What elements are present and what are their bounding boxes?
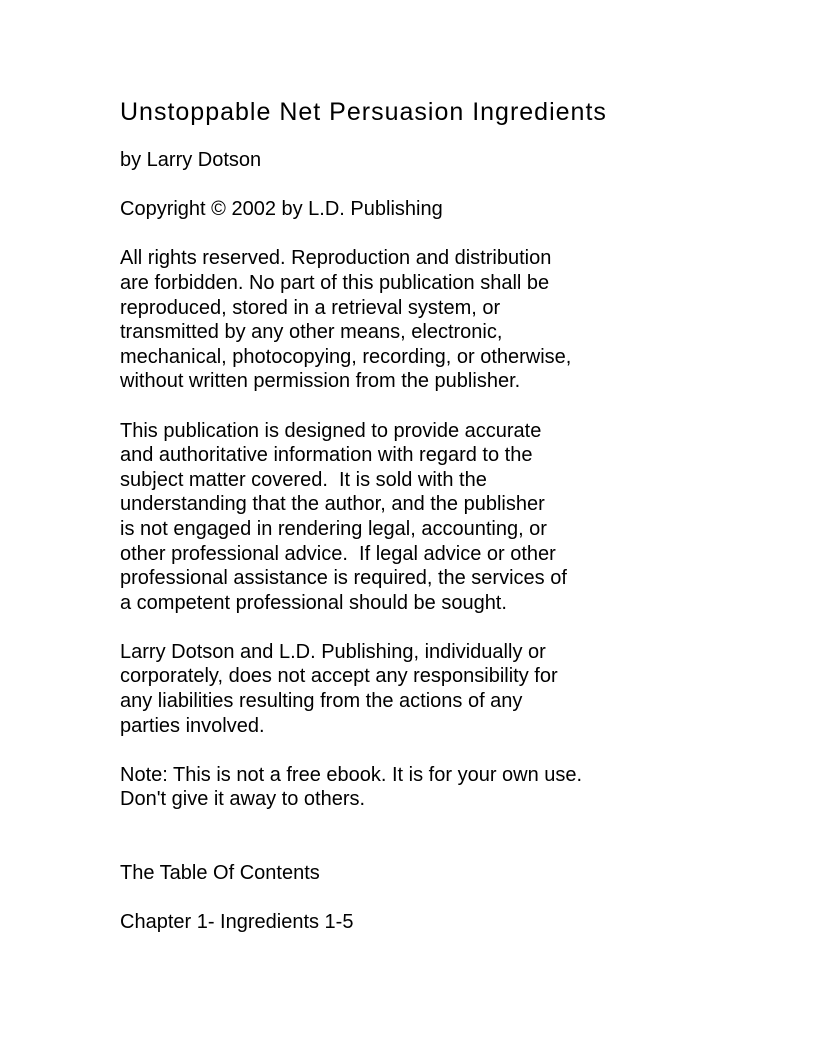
rights-paragraph <box>120 246 720 394</box>
paragraph-line: Note: This is not a free ebook. It is for your own use. <box>120 763 583 786</box>
paragraph-line: subject matter covered. It is sold with the <box>120 468 487 491</box>
paragraph-line: All rights reserved. Reproduction and distribution <box>120 247 552 270</box>
liability-paragraph <box>120 640 720 738</box>
note-paragraph <box>120 763 720 812</box>
toc-item: Chapter 1- Ingredients 1-5 <box>120 911 354 934</box>
toc-heading: The Table Of Contents <box>120 862 320 885</box>
paragraph-line: This publication is designed to provide accurate <box>120 419 542 442</box>
paragraph-line: Larry Dotson and L.D. Publishing, individually or <box>120 640 546 663</box>
paragraph-line: parties involved. <box>120 714 265 737</box>
page-content <box>120 96 720 935</box>
paragraph-line: reproduced, stored in a retrieval system, or <box>120 296 501 319</box>
paragraph-line: any liabilities resulting from the actions of any <box>120 690 523 713</box>
author-line: by Larry Dotson <box>120 149 262 171</box>
document-title: Unstoppable Net Persuasion Ingredients <box>120 98 607 126</box>
paragraph-line: are forbidden. No part of this publication shall be <box>120 271 550 294</box>
paragraph-line: other professional advice. If legal advice or other <box>120 542 556 565</box>
paragraph-line: Don't give it away to others. <box>120 788 366 811</box>
paragraph-line: corporately, does not accept any responsibility for <box>120 665 558 688</box>
paragraph-line: a competent professional should be sought. <box>120 591 507 614</box>
paragraph-line: without written permission from the publisher. <box>120 370 521 393</box>
paragraph-line: mechanical, photocopying, recording, or otherwise, <box>120 345 572 368</box>
paragraph-line: understanding that the author, and the publisher <box>120 493 545 516</box>
paragraph-line: and authoritative information with regard to the <box>120 444 533 467</box>
disclaimer-paragraph <box>120 419 720 616</box>
paragraph-line: is not engaged in rendering legal, accounting, or <box>120 517 547 540</box>
copyright-line: Copyright © 2002 by L.D. Publishing <box>120 198 443 221</box>
paragraph-line: transmitted by any other means, electronic, <box>120 321 503 344</box>
paragraph-line: professional assistance is required, the services of <box>120 567 567 590</box>
